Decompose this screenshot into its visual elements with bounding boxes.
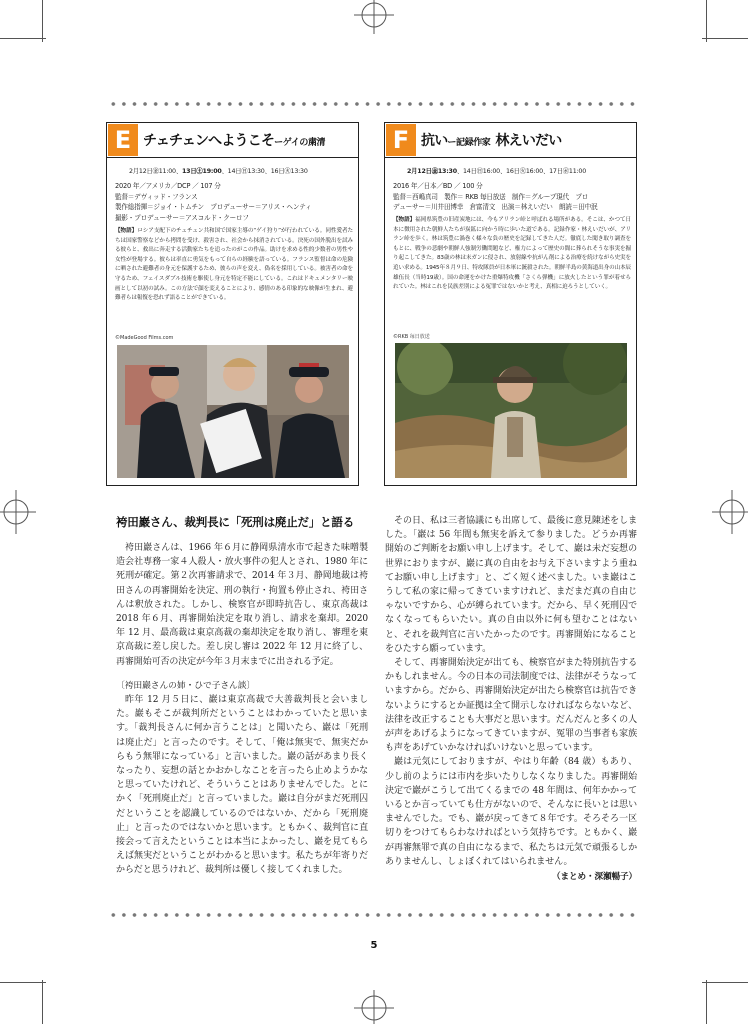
program-letter: E (108, 124, 138, 156)
crop-mark (702, 982, 748, 983)
registration-mark-right (712, 490, 748, 534)
film-still-photo (117, 345, 349, 478)
panel-header (107, 123, 358, 158)
crop-mark (0, 982, 46, 983)
article-column-right (385, 514, 637, 884)
film-subtitle: ーゲイの粛清 (274, 138, 326, 148)
program-letter: F (386, 124, 416, 156)
article-subheading: 〔袴田巖さんの姉・ひで子さん談〕 (116, 680, 256, 691)
info-line: 監督＝西嶋真司 製作＝ RKB 毎日放送 制作＝グループ現代 プロ (393, 192, 589, 201)
info-line: 撮影・プロデューサー＝アスコルド・クーロフ (115, 213, 249, 222)
page-number: 5 (370, 940, 378, 951)
panel-header (385, 123, 636, 158)
article-paragraph: その日、私は三者協議にも出席して、最後に意見陳述をしました。「巖は 56 年間も無実を訴えて参りました。どうか再審開始のご判断をお願い申し上げます。そして、巖は未だ妄想の世界におりますが、巖に真の自由をお与え下さいますよう重ねてお願い申し上げます」と、ごく短く述べました。いま巖はこうして私の家に帰ってきていますけれど、まだまだ真の自由じゃないですから、心が縛られています。だから、早く死刑囚でなくなってもらいたい。真の自由以外に何も望むことはないと、それを裁判官に言いたかったのです。再審開始になることをひたすら願っています。 (385, 516, 637, 654)
highlight-date: 13日㊏19:00 (181, 168, 222, 175)
crop-mark (702, 38, 748, 39)
info-line: デューサー＝川井田博幸 倉富清文 出演＝林えいだい 朗読＝田中泯 (393, 203, 598, 212)
film-info (115, 181, 353, 223)
film-synopsis: 【物語】福岡県筑豊の旧産炭地には、今もアリラン峠と呼ばれる場所がある。そこは、かつて日本に徴用された朝鮮人たちが炭鉱に向かう時に歩いた道である。記録作家・林えいだいが、アリラン峠を歩く。林は筑豊に渦巻く様々な負の歴史を記録してきた人だ。徹底した聞き取り調査をもとに、戦争の悲劇や朝鮮人強制労働問題など、権力によって歴史の闇に葬られそうな事実を掘り起こしてきた。83歳の林は末ガンに侵され、放射線や抗がん剤による治療を続けながら史実を追い求める。1945年８月９日、特攻隊員が日本軍に銃殺された。朝鮮半島の黄海道出身の山本辰雄伍長（当時19歳）。国の命運をかけた重爆特攻機「さくら弾機」に放火したという罪が着せられていた。林はこれを民族差別による冤罪ではないかと考え、真相に迫ろうとしていく。 (393, 217, 631, 291)
crop-mark (706, 980, 707, 1024)
info-line: 2020 年／アメリカ／DCP ／ 107 分 (115, 182, 221, 190)
article-paragraph: 巖は元気にしておりますが、やはり年齢（84 歳）もあり、少し前のようには市内を歩いたりしなくなりました。再審開始決定で巖がこうして出てくるまでの 48 年間は、何年かかっているとか言っていても仕方がないので、そんなに長いとは思いませんでした。でも、巖が戻ってきて８年です。そろそろ一区切りをつけてもらわなければという気持ちです。ともかく、巖が再審無罪で真の自由になるまで、私たちは元気で頑張るしかありませんし、しょぼくれてはいられません。 (385, 757, 637, 867)
article-paragraph: そして、再審開始決定が出ても、検察官がまた特別抗告するかもしれません。今の日本の司法制度では、法律がそうなっていますから。だから、再審開始決定が出たら検察官は抗告できないようにするとか証拠は全て開示しなければならないなど、法律を改正することも大事だと思います。だんだんと多くの人が声をあげるようになってきていますが、冤罪の当事者も家族も声をあげていかなければいけないと思っています。 (385, 658, 637, 754)
film-panel-e (106, 122, 359, 486)
article-paragraph: 昨年 12 月５日に、巖は東京高裁で大善裁判長と会いました。巖もそこが裁判所だということはわかっていたと思います。「裁判長さんに何か言うことは」と聞いたら、巖は「死刑は廃止だ」と言ったのです。そして、「俺は無実で、無実だからもう無罪になっている」と言いました。巖の話があまり長くなったり、妄想の話とかおかしなことを言ったら止めようかなと思っていたけれど、そういうことはありませんでした。とにかく「死刑廃止だ」と言っていました。巖は自分がまだ死刑囚だということを認識しているのではないか、だから「死刑廃止」と言ったのではないかと思います。ともかく、裁判官に直接会って言えたということは本当によかったし、巖を見てもらえば無実だということがわかると思います。私たちが年寄りだからだと思うけれど、裁判所は優しく接してくれました。 (116, 695, 368, 876)
photo-credit: ©RKB 毎日放送 (393, 334, 430, 340)
crop-mark (42, 0, 43, 42)
crop-mark (0, 38, 46, 39)
info-line: 製作総指揮＝ジョイ・トムチン プロデューサー＝アリス・ヘンティ (115, 203, 312, 212)
film-title: チェチェンへようこそーゲイの粛清 (143, 133, 326, 149)
article-column-left (116, 541, 368, 878)
article-title: 袴田巖さん、裁判長に「死刑は廃止だ」と語る (116, 515, 354, 529)
film-title: 抗いー記録作家 林えいだい (421, 133, 562, 149)
highlight-date: 2月12日㊎13:30 (407, 168, 457, 175)
article-paragraph: 袴田巖さんは、1966 年６月に静岡県清水市で起きた味噌製造会社専務一家４人殺人・放火事件の犯人とされ、1980 年に死刑が確定。第２次再審請求で、2014 年３月、静岡地裁は袴田さんの再審開始を決定、刑の執行・拘置も停止され、袴田さんは釈放された。しかし、検察官が即時抗告し、東京高裁は 2018 年６月、再審開始決定を取り消し、請求を棄却。2020 年 12 月、最高裁は東京高裁の棄却決定を取り消し、審理を東京高裁に差し戻した。差し戻し審は 2022 年 12 月に終了し、再審開始可否の決定が今年３月末までに出される予定。 (116, 543, 368, 667)
info-line: 2016 年／日本／BD ／ 100 分 (393, 182, 483, 190)
registration-mark-bottom (354, 990, 394, 1024)
dotted-divider-bottom (108, 912, 636, 918)
synopsis-label: 【物語】 (393, 217, 416, 223)
article-signature: （まとめ・深瀬暢子） (552, 872, 637, 883)
screening-schedule: 2月12日㊎11:00、13日㊏19:00、14日㊐13:30、16日㊋13:30 (129, 168, 308, 175)
info-line: 監督＝デヴィッド・フランス (115, 192, 198, 201)
photo-credit: ©MadeGood Films.com (115, 335, 174, 341)
crop-mark (42, 980, 43, 1024)
film-synopsis: 【物語】ロシア支配下のチェチェン共和国で国家主導の“ゲイ狩り”が行われている。同性愛者たちは国家警察などから拷問を受け、殺害され、社会から抹消されている。決死の国外脱出を試みる彼らと、救出に奔走する活動家たちを追ったのがこの作品。助けを求める性的少数者の男性や女性が登場する。彼らは率直に勇気をもって自らの経験を語っている。フランス監督は命の危険に晒された避難者の身元を保護するため、彼らの声を変え、偽名を採用している。被害者の命を守るため、フェイスダブル技術を駆使し身元を特定不能にしている。これはドキュメンタリー映画として以初の試み。この方法で顔を変えることにより、感情のある印象的な映像が生まれ、避難者らは報復を恐れず語ることができている。 (115, 228, 353, 302)
film-panel-f (384, 122, 637, 486)
screening-schedule: 2月12日㊎13:30、14日㊐16:00、16日㊋16:00、17日㊌11:00 (407, 168, 587, 175)
registration-mark-left (0, 490, 36, 534)
registration-mark-top (354, 0, 394, 34)
film-subtitle: ー記録作家 (447, 138, 491, 148)
crop-mark (706, 0, 707, 42)
film-info (393, 181, 631, 213)
film-still-photo (395, 343, 627, 478)
synopsis-label: 【物語】 (115, 228, 138, 234)
dotted-divider-top (108, 101, 636, 107)
film-title-tail: 林えいだい (495, 133, 562, 149)
